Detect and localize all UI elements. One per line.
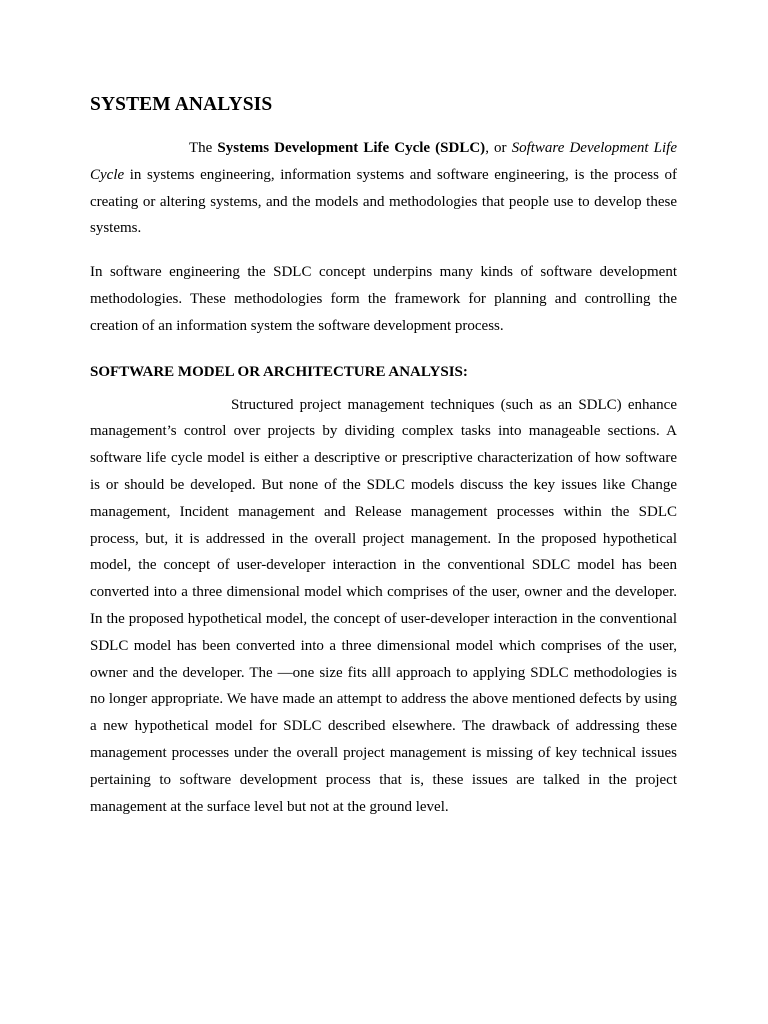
- intro-rest: in systems engineering, information systems and software engineering, is the process of creating or altering systems, and the models and methodologies that people use to develop these systems.: [90, 166, 677, 237]
- document-page: [90, 91, 677, 820]
- sdlc-term-italic: Software Development Life Cycle: [90, 140, 677, 183]
- sdlc-term-bold: Systems Development Life Cycle (SDLC): [217, 140, 486, 156]
- intro-paragraph: [90, 135, 677, 242]
- methodologies-paragraph: In software engineering the SDLC concept underpins many kinds of software development methodologies. These methodologies form the framework for planning and controlling the creation of an information system the software development process.: [90, 264, 677, 334]
- section-subheading: SOFTWARE MODEL OR ARCHITECTURE ANALYSIS:: [90, 363, 468, 380]
- intro-lead: The: [189, 140, 218, 156]
- architecture-paragraph: Structured project management techniques (such as an SDLC) enhance management’s control over projects by dividing complex tasks into manageable sections. A software life cycle model is either a descriptive or prescriptive characterization of how software is or should be developed. But none of the SDLC models discuss the key issues like Change management, Incident management and Release management processes within the SDLC process, but, it is addressed in the overall project management. In the proposed hypothetical model, the concept of user-developer interaction in the conventional SDLC model has been converted into a three dimensional model which comprises of the user, owner and the developer. In the proposed hypothetical model, the concept of user-developer interaction in the conventional SDLC model has been converted into a three dimensional model which comprises of the user, owner and the developer. The ―one size fits all‖ approach to applying SDLC methodologies is no longer appropriate. We have made an attempt to address the above mentioned defects by using a new hypothetical model for SDLC described elsewhere. The drawback of addressing these management processes under the overall project management is missing of key technical issues pertaining to software development process that is, these issues are talked in the project management at the surface level but not at the ground level.: [90, 396, 677, 815]
- page-title: SYSTEM ANALYSIS: [90, 94, 273, 115]
- intro-connector: , or: [485, 140, 512, 156]
